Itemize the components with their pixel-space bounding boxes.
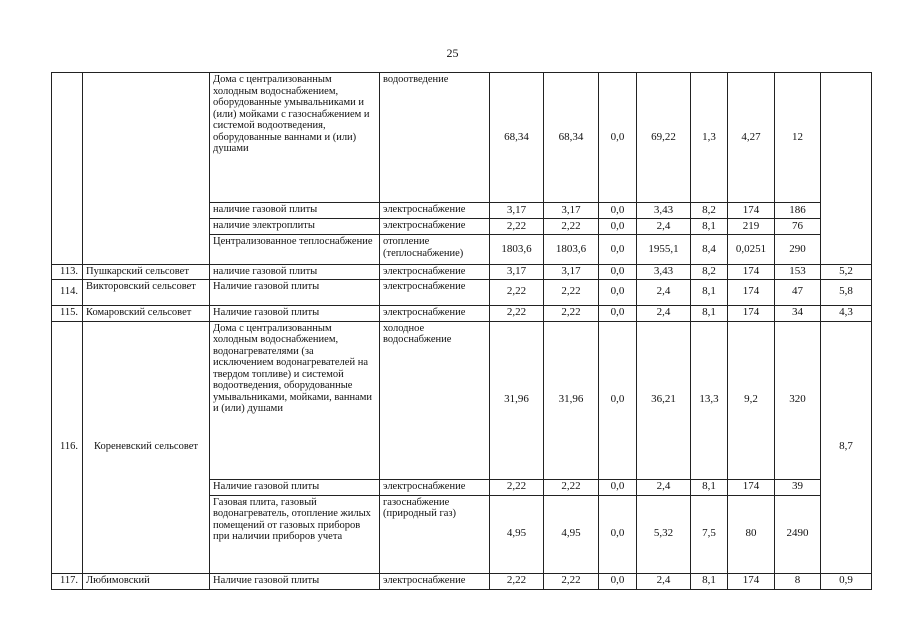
value-cell: 0,0 (599, 279, 637, 305)
total-cell: 4,3 (821, 305, 872, 321)
value-cell: 174 (728, 305, 775, 321)
value-cell: 4,27 (728, 73, 775, 203)
value-cell: 8,1 (691, 279, 728, 305)
page-number: 25 (446, 46, 459, 60)
value-cell: 153 (775, 265, 821, 280)
index-cell: 115. (52, 305, 83, 321)
value-cell: 2490 (775, 495, 821, 573)
housing-type-cell: наличие электроплиты (210, 219, 380, 235)
value-cell: 4,95 (544, 495, 599, 573)
settlement-cell: Комаровский сельсовет (83, 305, 210, 321)
value-cell: 3,43 (637, 203, 691, 219)
value-cell: 0,0251 (728, 235, 775, 265)
value-cell: 1955,1 (637, 235, 691, 265)
value-cell: 0,0 (599, 479, 637, 495)
value-cell: 1803,6 (544, 235, 599, 265)
value-cell: 76 (775, 219, 821, 235)
value-cell: 2,22 (544, 305, 599, 321)
housing-type-cell: Наличие газовой плиты (210, 279, 380, 305)
settlement-cell (83, 73, 210, 265)
service-cell: холодное водоснабжение (380, 321, 490, 479)
value-cell: 8,1 (691, 305, 728, 321)
value-cell: 68,34 (490, 73, 544, 203)
housing-type-cell: Наличие газовой плиты (210, 305, 380, 321)
index-cell: 116. (52, 321, 83, 573)
value-cell: 3,17 (544, 203, 599, 219)
value-cell: 39 (775, 479, 821, 495)
housing-type-cell: Дома с централизованным холодным водоснабжением, водонагревателями (за исключением водонагревателей на твердом топливе) и системой водоотведения, оборудованные умывальниками, мойками, ваннами и (или) душами (210, 321, 380, 479)
table-row (52, 321, 872, 479)
value-cell: 174 (728, 265, 775, 280)
value-cell: 2,4 (637, 573, 691, 589)
value-cell: 8,1 (691, 479, 728, 495)
tariff-table (51, 72, 872, 590)
value-cell: 174 (728, 279, 775, 305)
value-cell: 2,4 (637, 305, 691, 321)
value-cell: 8,4 (691, 235, 728, 265)
total-cell (821, 73, 872, 265)
service-cell: электроснабжение (380, 219, 490, 235)
index-cell: 117. (52, 573, 83, 589)
value-cell: 0,0 (599, 321, 637, 479)
value-cell: 9,2 (728, 321, 775, 479)
value-cell: 0,0 (599, 203, 637, 219)
value-cell: 5,32 (637, 495, 691, 573)
value-cell: 31,96 (490, 321, 544, 479)
service-cell: отопление (теплоснабжение) (380, 235, 490, 265)
value-cell: 2,22 (544, 219, 599, 235)
table-row (52, 305, 872, 321)
value-cell: 2,22 (544, 279, 599, 305)
value-cell: 0,0 (599, 219, 637, 235)
value-cell: 219 (728, 219, 775, 235)
service-cell: водоотведение (380, 73, 490, 203)
service-cell: электроснабжение (380, 479, 490, 495)
service-cell: газоснабжение (природный газ) (380, 495, 490, 573)
value-cell: 0,0 (599, 235, 637, 265)
value-cell: 3,17 (490, 203, 544, 219)
housing-type-cell: Газовая плита, газовый водонагреватель, отопление жилых помещений от газовых приборов при наличии приборов учета (210, 495, 380, 573)
value-cell: 4,95 (490, 495, 544, 573)
value-cell: 0,0 (599, 73, 637, 203)
total-cell: 8,7 (821, 321, 872, 573)
service-cell: электроснабжение (380, 279, 490, 305)
value-cell: 2,22 (490, 479, 544, 495)
value-cell: 12 (775, 73, 821, 203)
value-cell: 2,22 (490, 279, 544, 305)
value-cell: 174 (728, 203, 775, 219)
settlement-cell: Кореневский сельсовет (83, 321, 210, 573)
value-cell: 320 (775, 321, 821, 479)
housing-type-cell: Наличие газовой плиты (210, 479, 380, 495)
value-cell: 13,3 (691, 321, 728, 479)
service-cell: электроснабжение (380, 203, 490, 219)
value-cell: 69,22 (637, 73, 691, 203)
housing-type-cell: наличие газовой плиты (210, 203, 380, 219)
index-cell: 113. (52, 265, 83, 280)
value-cell: 3,17 (544, 265, 599, 280)
value-cell: 290 (775, 235, 821, 265)
value-cell: 2,22 (544, 573, 599, 589)
table-row (52, 73, 872, 203)
value-cell: 0,0 (599, 305, 637, 321)
value-cell: 3,43 (637, 265, 691, 280)
value-cell: 0,0 (599, 265, 637, 280)
value-cell: 8,2 (691, 265, 728, 280)
total-cell: 0,9 (821, 573, 872, 589)
housing-type-cell: Дома с централизованным холодным водоснабжением, оборудованные умывальниками и (или) мойками с газоснабжением и системой водоотведения, оборудованные ваннами и (или) душами (210, 73, 380, 203)
value-cell: 1803,6 (490, 235, 544, 265)
table-row (52, 573, 872, 589)
value-cell: 2,22 (490, 305, 544, 321)
value-cell: 47 (775, 279, 821, 305)
value-cell: 174 (728, 479, 775, 495)
value-cell: 2,4 (637, 219, 691, 235)
housing-type-cell: Централизованное теплоснабжение (210, 235, 380, 265)
index-cell: 114. (52, 279, 83, 305)
settlement-cell: Любимовский (83, 573, 210, 589)
value-cell: 2,22 (544, 479, 599, 495)
value-cell: 34 (775, 305, 821, 321)
value-cell: 8 (775, 573, 821, 589)
total-cell: 5,2 (821, 265, 872, 280)
value-cell: 8,2 (691, 203, 728, 219)
service-cell: электроснабжение (380, 305, 490, 321)
settlement-cell: Викторовский сельсовет (83, 279, 210, 305)
value-cell: 80 (728, 495, 775, 573)
value-cell: 0,0 (599, 495, 637, 573)
service-cell: электроснабжение (380, 573, 490, 589)
value-cell: 8,1 (691, 219, 728, 235)
value-cell: 2,4 (637, 479, 691, 495)
table-row (52, 265, 872, 280)
service-cell: электроснабжение (380, 265, 490, 280)
value-cell: 2,22 (490, 219, 544, 235)
value-cell: 186 (775, 203, 821, 219)
value-cell: 36,21 (637, 321, 691, 479)
table-row (52, 279, 872, 305)
value-cell: 2,4 (637, 279, 691, 305)
index-cell (52, 73, 83, 265)
value-cell: 8,1 (691, 573, 728, 589)
total-cell: 5,8 (821, 279, 872, 305)
value-cell: 0,0 (599, 573, 637, 589)
settlement-cell: Пушкарский сельсовет (83, 265, 210, 280)
value-cell: 174 (728, 573, 775, 589)
value-cell: 7,5 (691, 495, 728, 573)
value-cell: 2,22 (490, 573, 544, 589)
value-cell: 68,34 (544, 73, 599, 203)
value-cell: 31,96 (544, 321, 599, 479)
housing-type-cell: наличие газовой плиты (210, 265, 380, 280)
value-cell: 3,17 (490, 265, 544, 280)
value-cell: 1,3 (691, 73, 728, 203)
housing-type-cell: Наличие газовой плиты (210, 573, 380, 589)
